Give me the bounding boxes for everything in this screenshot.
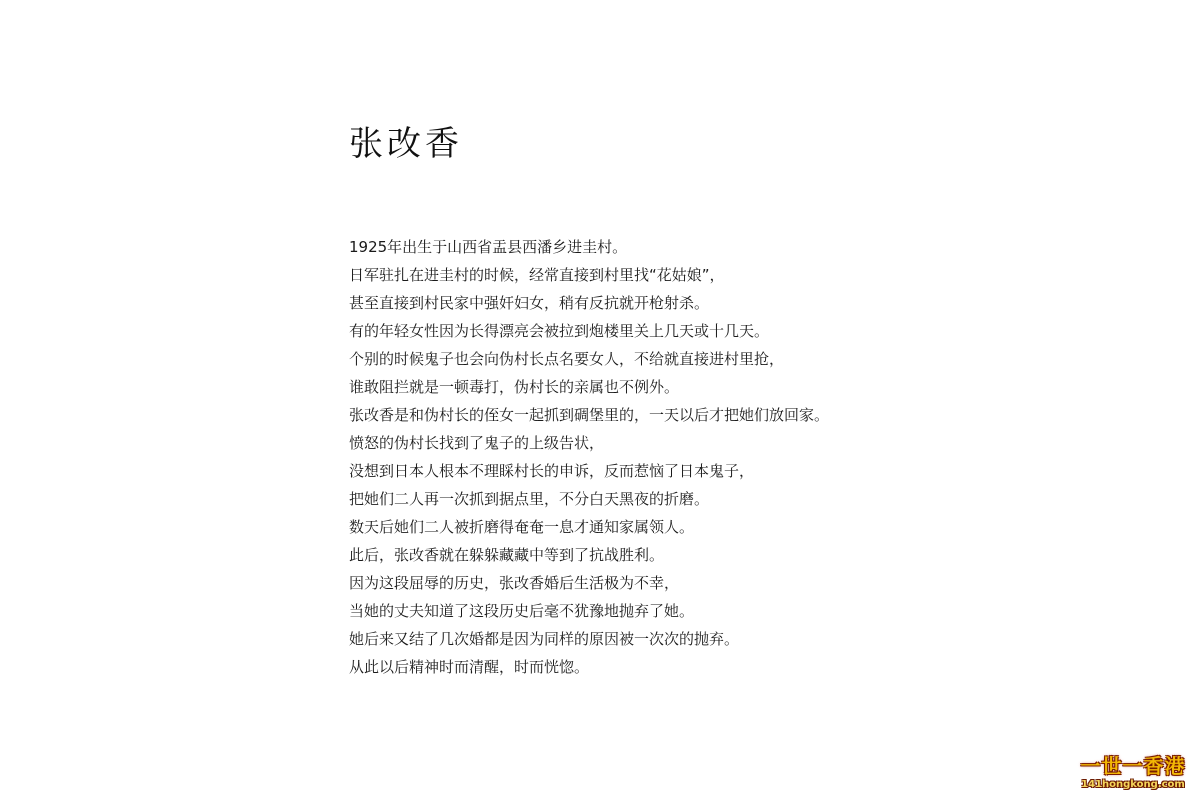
- text-line: 谁敢阻拦就是一顿毒打，伪村长的亲属也不例外。: [349, 378, 680, 396]
- text-line: 个别的时候鬼子也会向伪村长点名要女人，不给就直接进村里抢，: [349, 350, 785, 368]
- text-line: 从此以后精神时而清醒，时而恍惚。: [349, 658, 590, 676]
- text-line: 1925年出生于山西省盂县西潘乡进圭村。: [349, 238, 628, 256]
- text-line: 日军驻扎在进圭村的时候，经常直接到村里找“花姑娘”，: [349, 266, 725, 284]
- text-line: 数天后她们二人被折磨得奄奄一息才通知家属领人。: [349, 518, 695, 536]
- text-line: 她后来又结了几次婚都是因为同样的原因被一次次的抛弃。: [349, 630, 740, 648]
- text-line: 把她们二人再一次抓到据点里，不分白天黑夜的折磨。: [349, 490, 710, 508]
- site-watermark-logo: [1072, 754, 1194, 796]
- text-line: 有的年轻女性因为长得漂亮会被拉到炮楼里关上几天或十几天。: [349, 322, 770, 340]
- text-line: 甚至直接到村民家中强奸妇女，稍有反抗就开枪射杀。: [349, 294, 710, 312]
- page-title: 张改香: [349, 124, 463, 164]
- text-line: 因为这段屈辱的历史，张改香婚后生活极为不幸，: [349, 574, 680, 592]
- text-line: 当她的丈夫知道了这段历史后毫不犹豫地抛弃了她。: [349, 602, 695, 620]
- text-line: 此后，张改香就在躲躲藏藏中等到了抗战胜利。: [349, 546, 665, 564]
- text-line: 张改香是和伪村长的侄女一起抓到碉堡里的，一天以后才把她们放回家。: [349, 406, 830, 424]
- watermark-title: 一世一香港: [1080, 754, 1186, 778]
- text-line: 没想到日本人根本不理睬村长的申诉，反而惹恼了日本鬼子，: [349, 462, 755, 480]
- biography-text: [349, 233, 1069, 681]
- watermark-url: 141hongkong.com: [1081, 779, 1185, 790]
- text-line: 愤怒的伪村长找到了鬼子的上级告状，: [349, 434, 605, 452]
